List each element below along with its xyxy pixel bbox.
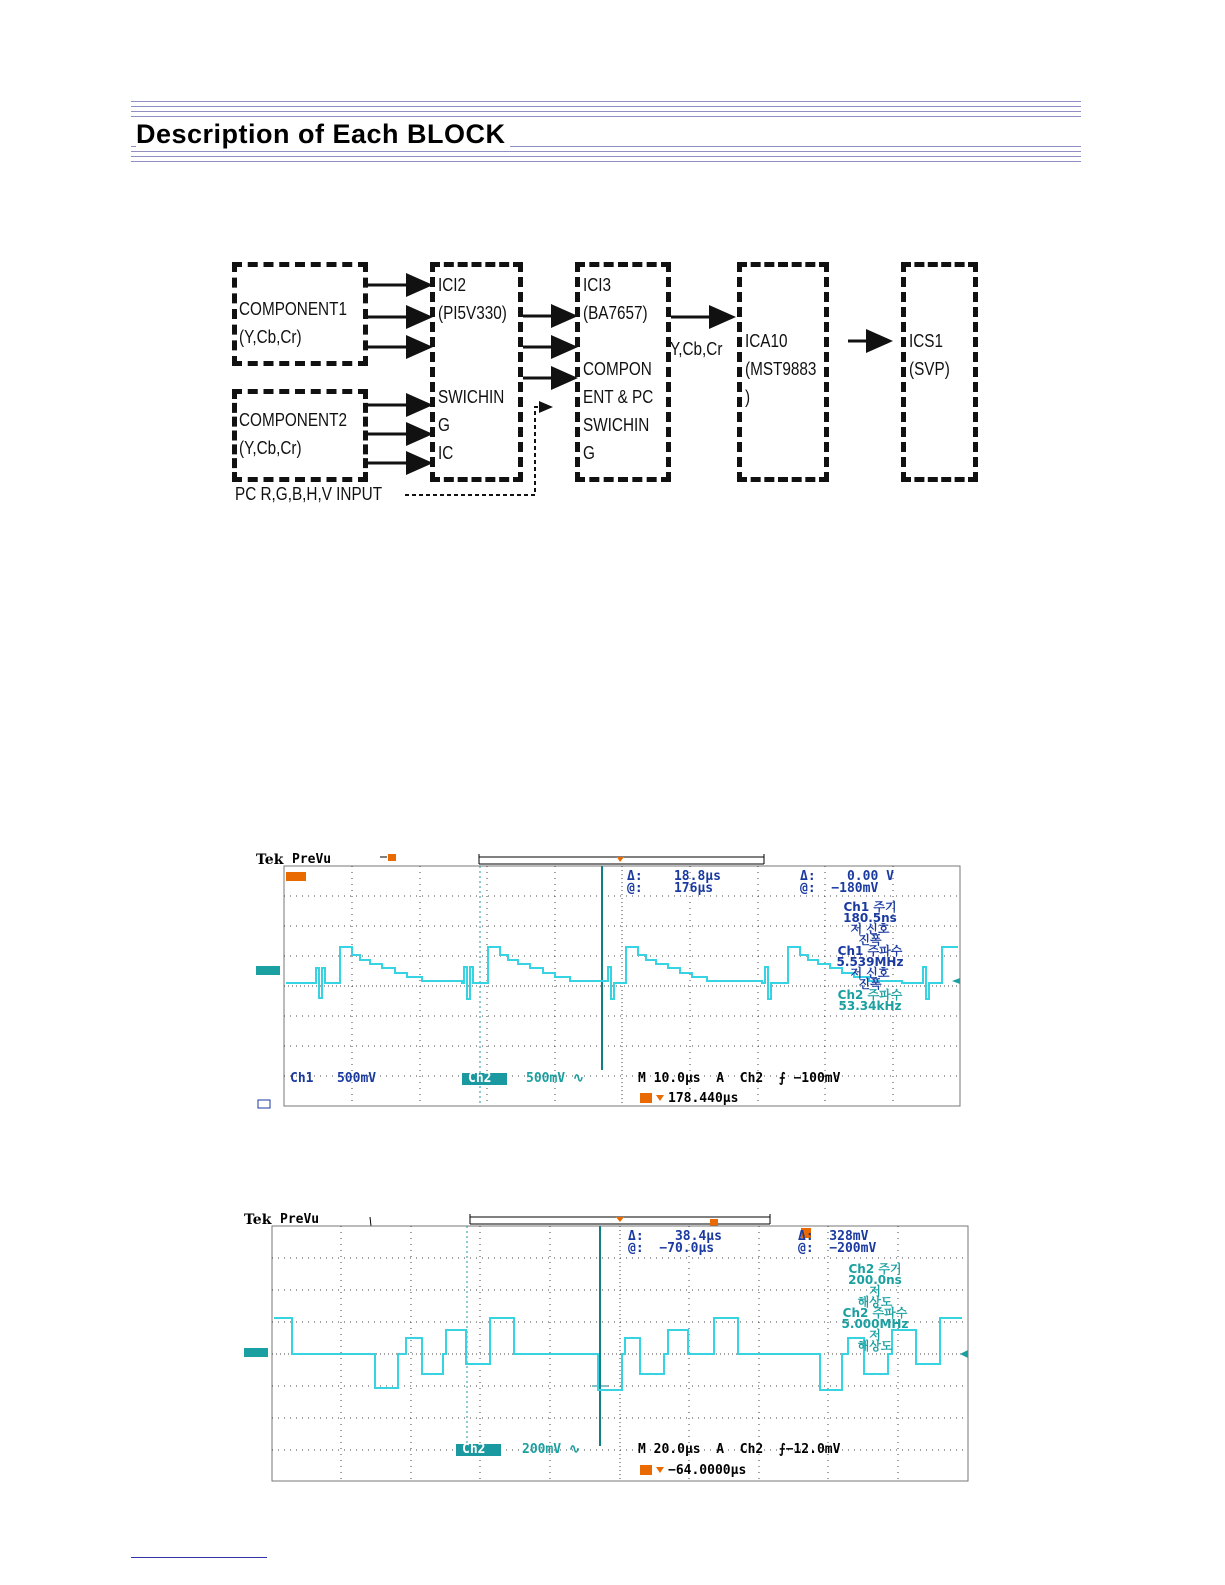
measurement-label: Ch1 주파수 xyxy=(837,944,903,958)
measurement-panel xyxy=(800,902,940,1012)
ycbcr-label: Y,Cb,Cr xyxy=(670,339,723,359)
measurement-value: 200.0ns xyxy=(848,1273,902,1287)
prevu-label: PreVu xyxy=(292,852,332,867)
footer-rule xyxy=(131,1557,267,1558)
measurement-note: 저 xyxy=(869,1328,881,1342)
measurement-value: 53.34kHz xyxy=(838,999,902,1013)
measurement-note: 진폭 xyxy=(858,977,882,991)
page-title: Description of Each BLOCK xyxy=(136,119,510,149)
timebase-readout: M 20.0μs A Ch2 ⨍−12.0mV xyxy=(638,1442,841,1457)
block-ici3 xyxy=(575,262,671,482)
measurement-value: 5.539MHz xyxy=(836,955,904,969)
delta-voltage-readout: Δ: 0.00 V xyxy=(800,869,894,884)
measurement-note: 저 신호 xyxy=(850,966,890,980)
tek-logo: Tek xyxy=(256,852,284,868)
trigger-position: 178.440μs xyxy=(668,1091,739,1106)
oscilloscope-capture-1 xyxy=(252,852,964,1110)
ch2-scale: 500mV ∿ xyxy=(526,1071,584,1086)
block-ics1 xyxy=(901,262,978,482)
tek-logo: Tek xyxy=(244,1212,272,1228)
section-header xyxy=(131,101,1081,163)
at-time-readout: @: 176μs xyxy=(627,881,714,896)
measurement-note: 저 신호 xyxy=(850,922,890,936)
pc-input-label: PC R,G,B,H,V INPUT xyxy=(235,484,383,504)
measurement-label: Ch2 주파수 xyxy=(842,1306,908,1320)
header-rule xyxy=(131,116,1081,117)
measurement-value: 180.5ns xyxy=(843,911,897,925)
header-rule xyxy=(131,151,1081,152)
block-ics1-label: ICS1 (SVP) xyxy=(909,331,950,379)
measurement-label: Ch1 주기 xyxy=(843,900,897,914)
delta-voltage-readout: Δ: 328mV xyxy=(798,1229,869,1244)
header-rule xyxy=(131,101,1081,102)
ch1-scale: Ch1 500mV xyxy=(290,1071,377,1086)
measurement-panel xyxy=(800,1264,950,1352)
block-component2-label: COMPONENT2 (Y,Cb,Cr) xyxy=(239,410,347,458)
at-voltage-readout: @: −180mV xyxy=(800,881,879,896)
delta-time-readout: Δ: 18.8μs xyxy=(627,869,721,884)
measurement-label: Ch2 주파수 xyxy=(837,988,903,1002)
measurement-note: 진폭 xyxy=(858,933,882,947)
block-ici2-label: ICI2 (PI5V330) SWICHIN G IC xyxy=(438,275,507,463)
block-component1 xyxy=(232,262,368,366)
timebase-readout: M 10.0μs A Ch2 ⨍ −100mV xyxy=(638,1071,841,1086)
block-ici2 xyxy=(430,262,523,482)
block-ici3-label: ICI3 (BA7657) COMPON ENT & PC SWICHIN G xyxy=(583,275,654,463)
block-component2 xyxy=(232,389,368,482)
ch2-badge: Ch2 xyxy=(468,1071,492,1086)
ch2-badge: Ch2 xyxy=(462,1442,486,1457)
trigger-position: −64.0000μs xyxy=(668,1463,747,1478)
measurement-note: 저 xyxy=(869,1284,881,1298)
oscilloscope-capture-2 xyxy=(240,1212,972,1484)
header-rule xyxy=(131,161,1081,162)
prevu-label: PreVu xyxy=(280,1212,320,1227)
block-diagram xyxy=(225,255,990,515)
block-component1-label: COMPONENT1 (Y,Cb,Cr) xyxy=(239,299,347,347)
block-ica10 xyxy=(737,262,829,482)
at-voltage-readout: @: −200mV xyxy=(798,1241,877,1256)
ch2-scale: 200mV ∿ xyxy=(522,1442,580,1457)
delta-time-readout: Δ: 38.4μs xyxy=(628,1229,722,1244)
measurement-note: 해상도 xyxy=(857,1295,893,1309)
measurement-value: 5.000MHz xyxy=(841,1317,909,1331)
header-rule xyxy=(131,111,1081,112)
header-rule xyxy=(131,156,1081,157)
measurement-note: 해상도 xyxy=(857,1339,893,1353)
measurement-label: Ch2 주기 xyxy=(848,1262,902,1276)
at-time-readout: @: −70.0μs xyxy=(628,1241,715,1256)
block-ica10-label: ICA10 (MST9883 ) xyxy=(745,331,817,407)
header-rule xyxy=(131,106,1081,107)
